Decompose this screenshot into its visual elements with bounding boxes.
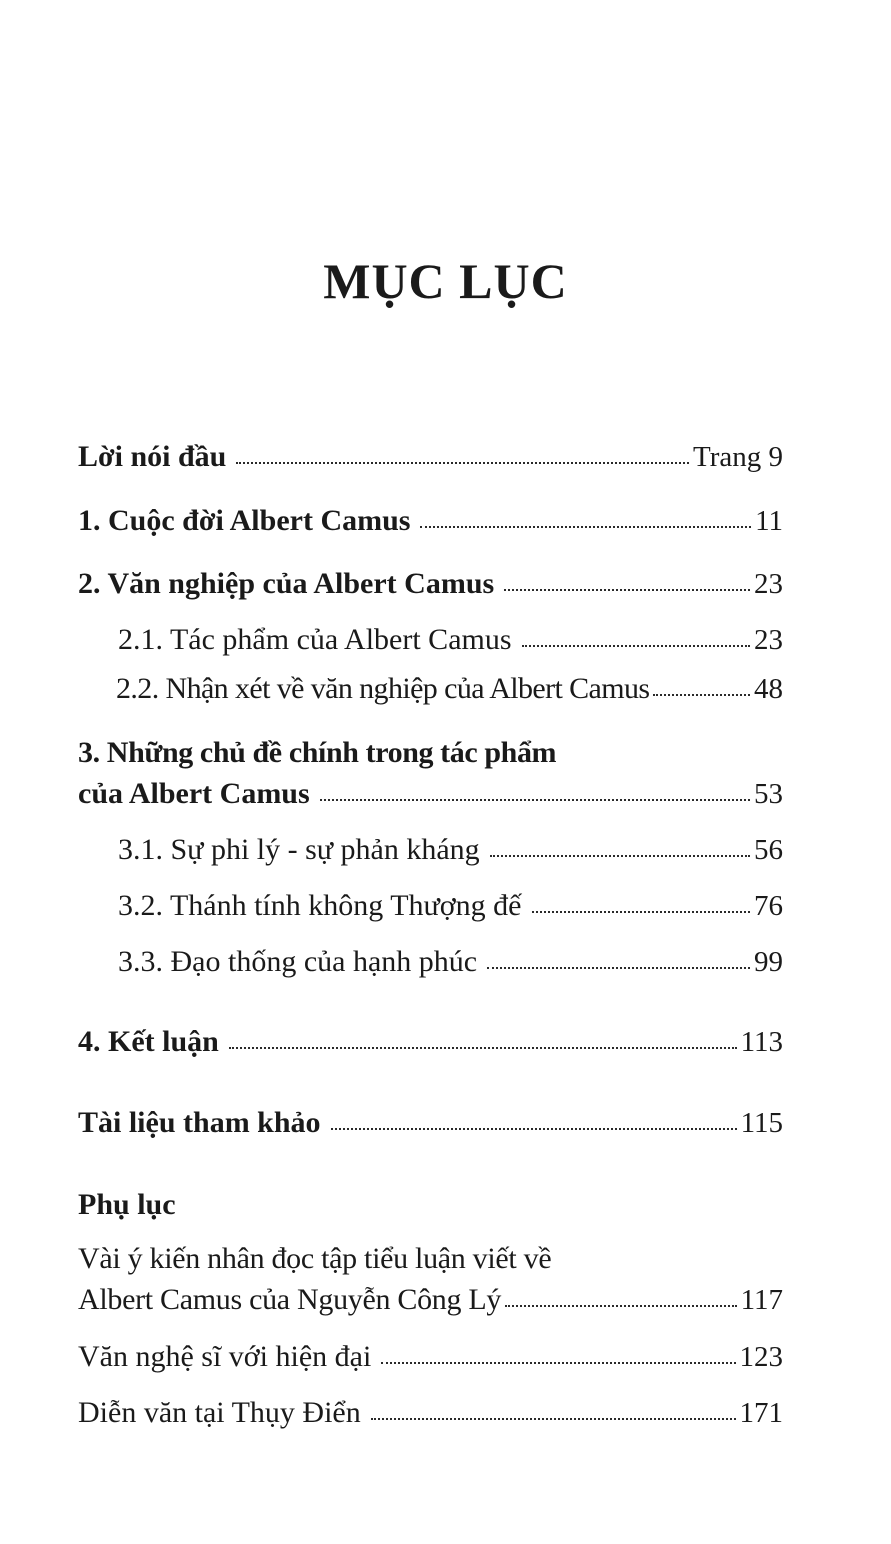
toc-entry-appendix-3 xyxy=(78,1393,783,1433)
toc-entry-page: 23 xyxy=(754,568,783,600)
toc-entry-label: Văn nghệ sĩ với hiện đại xyxy=(78,1340,372,1373)
toc-entry-references xyxy=(78,1103,783,1143)
toc-entry-page: 76 xyxy=(754,890,783,922)
toc-entry-page: 48 xyxy=(754,673,783,705)
toc-entry-page: 53 xyxy=(754,778,783,810)
toc-entry-section-3-2 xyxy=(118,886,783,926)
toc-entry-section-2-1 xyxy=(118,620,783,660)
dot-leader xyxy=(331,1128,737,1130)
dot-leader xyxy=(505,1305,736,1307)
dot-leader xyxy=(320,799,750,801)
dot-leader xyxy=(236,462,689,464)
dot-leader xyxy=(381,1362,735,1364)
toc-entry-label: 1. Cuộc đời Albert Camus xyxy=(78,504,411,537)
dot-leader xyxy=(229,1047,737,1049)
dot-leader xyxy=(653,694,750,696)
toc-entry-appendix-1-line1: Vài ý kiến nhân đọc tập tiểu luận viết về xyxy=(78,1242,552,1275)
toc-entry-page: 115 xyxy=(740,1107,783,1139)
toc-entry-chapter-3-line1: 3. Những chủ đề chính trong tác phẩm xyxy=(78,736,557,769)
dot-leader xyxy=(490,855,750,857)
toc-entry-page: 113 xyxy=(740,1026,783,1058)
toc-entry-chapter-4 xyxy=(78,1022,783,1062)
toc-entry-appendix-1 xyxy=(78,1280,783,1320)
toc-entry-label: 3.3. Đạo thống của hạnh phúc xyxy=(118,945,478,978)
toc-entry-label: Diễn văn tại Thụy Điển xyxy=(78,1396,361,1429)
toc-entry-label: Albert Camus của Nguyễn Công Lý xyxy=(78,1283,502,1316)
toc-entry-page: 117 xyxy=(740,1284,783,1316)
dot-leader xyxy=(487,967,750,969)
toc-entry-section-2-2 xyxy=(116,669,783,709)
toc-entry-page: 56 xyxy=(754,834,783,866)
toc-entry-page: 11 xyxy=(755,505,783,537)
toc-entry-section-3-3 xyxy=(118,942,783,982)
toc-entry-label: 2. Văn nghiệp của Albert Camus xyxy=(78,567,495,600)
toc-entry-chapter-1 xyxy=(78,501,783,541)
dot-leader xyxy=(504,589,750,591)
dot-leader xyxy=(420,526,751,528)
dot-leader xyxy=(532,911,751,913)
toc-entry-preface xyxy=(78,437,783,477)
toc-entry-chapter-3 xyxy=(78,774,783,814)
toc-entry-label: 4. Kết luận xyxy=(78,1025,219,1058)
dot-leader xyxy=(371,1418,736,1420)
toc-entry-page: Trang 9 xyxy=(693,441,783,473)
toc-entry-label: của Albert Camus xyxy=(78,777,310,810)
appendix-heading: Phụ lục xyxy=(78,1188,176,1221)
toc-entry-label: 3.2. Thánh tính không Thượng đế xyxy=(118,889,522,922)
toc-entry-page: 99 xyxy=(754,946,783,978)
toc-entry-appendix-2 xyxy=(78,1337,783,1377)
toc-entry-label: Lời nói đầu xyxy=(78,440,227,473)
toc-entry-section-3-1 xyxy=(118,830,783,870)
toc-entry-label: 3.1. Sự phi lý - sự phản kháng xyxy=(118,833,480,866)
toc-entry-page: 123 xyxy=(739,1341,783,1373)
dot-leader xyxy=(522,645,750,647)
toc-entry-label: 2.1. Tác phẩm của Albert Camus xyxy=(118,623,512,656)
toc-entry-page: 171 xyxy=(739,1397,783,1429)
toc-entry-label: Tài liệu tham khảo xyxy=(78,1106,321,1139)
toc-entry-label: 2.2. Nhận xét về văn nghiệp của Albert Camus xyxy=(116,672,650,705)
toc-entry-page: 23 xyxy=(754,624,783,656)
toc-entry-chapter-2 xyxy=(78,564,783,604)
toc-title: MỤC LỤC xyxy=(323,253,568,309)
